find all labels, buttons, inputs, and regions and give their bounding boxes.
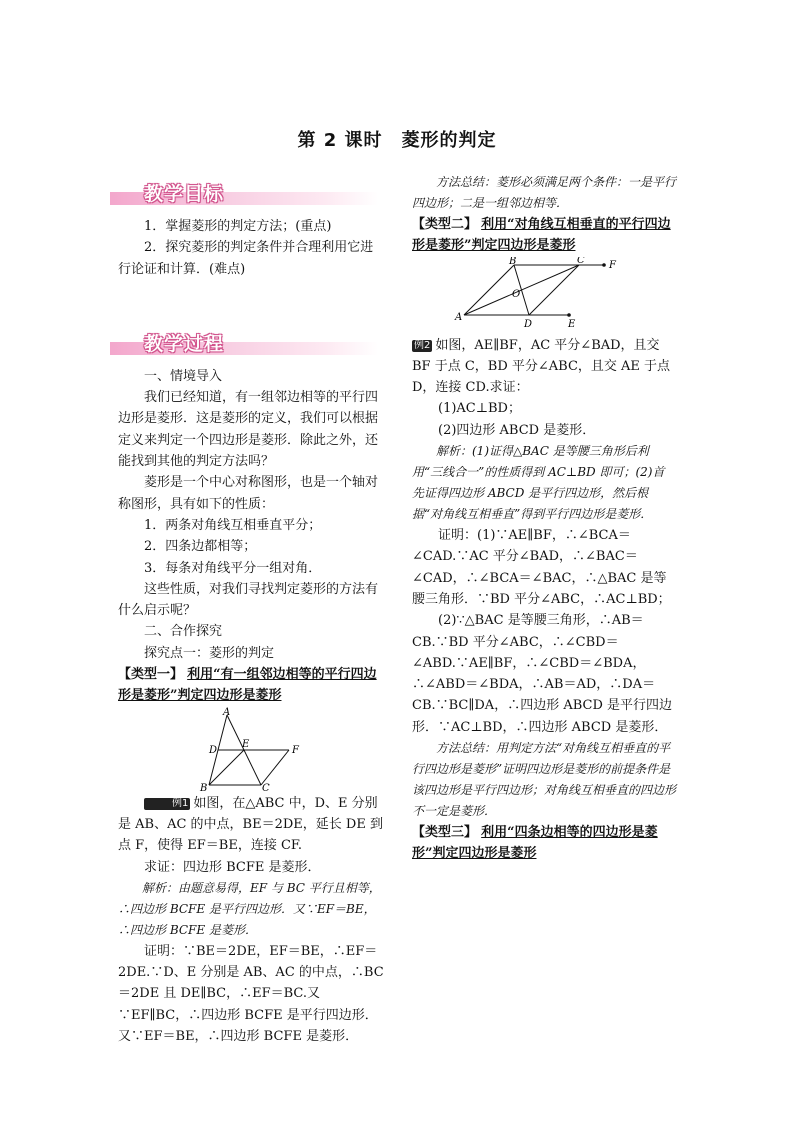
banner-label: 教学过程 [144,332,225,355]
example-text: 如图，在△ABC 中，D、E 分别是 AB、AC 的中点，BE＝2DE，延长 DE 到点 F，使得 EF＝BE，连接 CF. [118,795,383,854]
banner-teaching-process [110,334,386,362]
label-O: O [512,288,521,300]
example-proof: (2)∵△BAC 是等腰三角形，∴AB＝CB.∵BD 平分∠ABC，∴∠CBD＝∠ABD.∵AE∥BF，∴∠CBD＝∠BDA，∴∠ABD＝∠BDA，∴AB＝AD，∴DA＝CB.∵BC∥DA，∴四边形 ABCD 是平行四边形．∵AC⊥BD，∴四边形 ABCD 是菱形． [412,613,673,735]
banner-teaching-goals [110,184,386,212]
example-badge: 例2 [414,339,431,351]
label-F: F [292,744,299,756]
explore-point: 探究点一：菱形的判定 [144,645,275,661]
label-B: B [509,256,517,267]
example-badge: 例1 [144,798,190,810]
left-column [118,184,386,1047]
example-1 [118,793,386,857]
type-heading [412,214,676,257]
section-heading: 一、情境导入 [144,368,223,384]
type-tag: 【类型三】 [412,825,478,841]
label-A: A [223,706,231,718]
type-title: 利用“四条边相等的四边形是菱形”判定四边形是菱形 [412,825,658,862]
type-tag: 【类型一】 [118,667,184,683]
property-item: 3．每条对角线平分一组对角． [144,560,322,576]
label-A: A [455,311,463,323]
example-proof: 证明：(1)∵AE∥BF，∴∠BCA＝∠CAD.∵AC 平分∠BAD，∴∠BAC＝∠CAD，∴∠BCA＝∠BAC，∴△BAC 是等腰三角形．∵BD 平分∠ABC，∴AC⊥BD； [412,528,671,607]
point-E [567,313,571,317]
example-proof: 证明：∵BE＝2DE，EF＝BE，∴EF＝2DE.∵D、E 分别是 AB、AC 的中点，∴BC＝2DE 且 DE∥BC，∴EF＝BC.又∵EF∥BC，∴四边形 BCFE 是平行四边形．又∵EF＝BE，∴四边形 BCFE 是菱形． [118,943,384,1045]
example-analysis: 解析：(1)证得△BAC 是等腰三角形后利用“三线合一”的性质得到 AC⊥BD 即可；(2)首先证得四边形 ABCD 是平行四边形，然后根据“对角线互相垂直”得到平行四边形是菱形． [412,444,665,522]
property-item: 2．四条边都相等； [144,539,257,555]
label-F: F [609,259,616,271]
label-C: C [262,782,270,793]
question-2: (2)四边形 ABCD 是菱形． [438,422,596,438]
type-heading [118,664,386,707]
label-D: D [209,744,218,756]
label-D: D [524,318,533,330]
example-prove: 求证：四边形 BCFE 是菱形． [144,859,321,875]
figure-triangle-rhombus [197,707,307,793]
label-B: B [200,782,208,793]
goal-item: 2．探究菱形的判定条件并合理利用它进行论证和计算．(难点) [118,240,374,277]
type-title: 利用“对角线互相垂直的平行四边形是菱形”判定四边形是菱形 [412,217,671,254]
label-E: E [242,738,250,750]
example-2 [412,335,676,399]
right-column [412,172,676,865]
type-title: 利用“有一组邻边相等的平行四边形是菱形”判定四边形是菱形 [118,667,377,704]
point-F [602,263,606,267]
type-heading [412,822,676,865]
label-E: E [568,318,576,330]
type-tag: 【类型二】 [412,217,478,232]
property-item: 1．两条对角线互相垂直平分； [144,517,322,533]
example-text: 如图，AE∥BF，AC 平分∠BAD，且交 BF 于点 C，BD 平分∠ABC，且交 AE 于点 D，连接 CD.求证： [412,337,671,396]
figure-parallelogram [454,257,634,335]
banner-label: 教学目标 [144,183,225,205]
question-1: (1)AC⊥BD； [438,401,521,417]
method-summary: 方法总结：菱形必须满足两个条件：一是平行四边形；二是一组邻边相等． [412,175,677,210]
intro-paragraph: 这些性质，对我们寻找判定菱形的方法有什么启示呢？ [118,581,379,619]
section-heading: 二、合作探究 [144,624,223,640]
intro-paragraph: 我们已经知道，有一组邻边相等的平行四边形是菱形．这是菱形的定义，我们可以根据定义来判定一个四边形是菱形．除此之外，还能找到其他的判定方法吗？ [118,390,379,470]
page-title: 第 2 课时 菱形的判定 [297,130,497,151]
example-analysis: 解析：由题意易得，EF 与 BC 平行且相等，∴四边形 BCFE 是平行四边形．又∵EF＝BE，∴四边形 BCFE 是菱形． [118,880,381,937]
label-C: C [577,256,585,266]
goal-item: 1．掌握菱形的判定方法；(重点) [144,219,332,234]
intro-paragraph: 菱形是一个中心对称图形，也是一个轴对称图形，具有如下的性质： [118,475,379,512]
method-summary: 方法总结：用判定方法“对角线互相垂直的平行四边形是菱形”证明四边形是菱形的前提条件是该四边形是平行四边形；对角线互相垂直的四边形不一定是菱形． [412,741,677,819]
